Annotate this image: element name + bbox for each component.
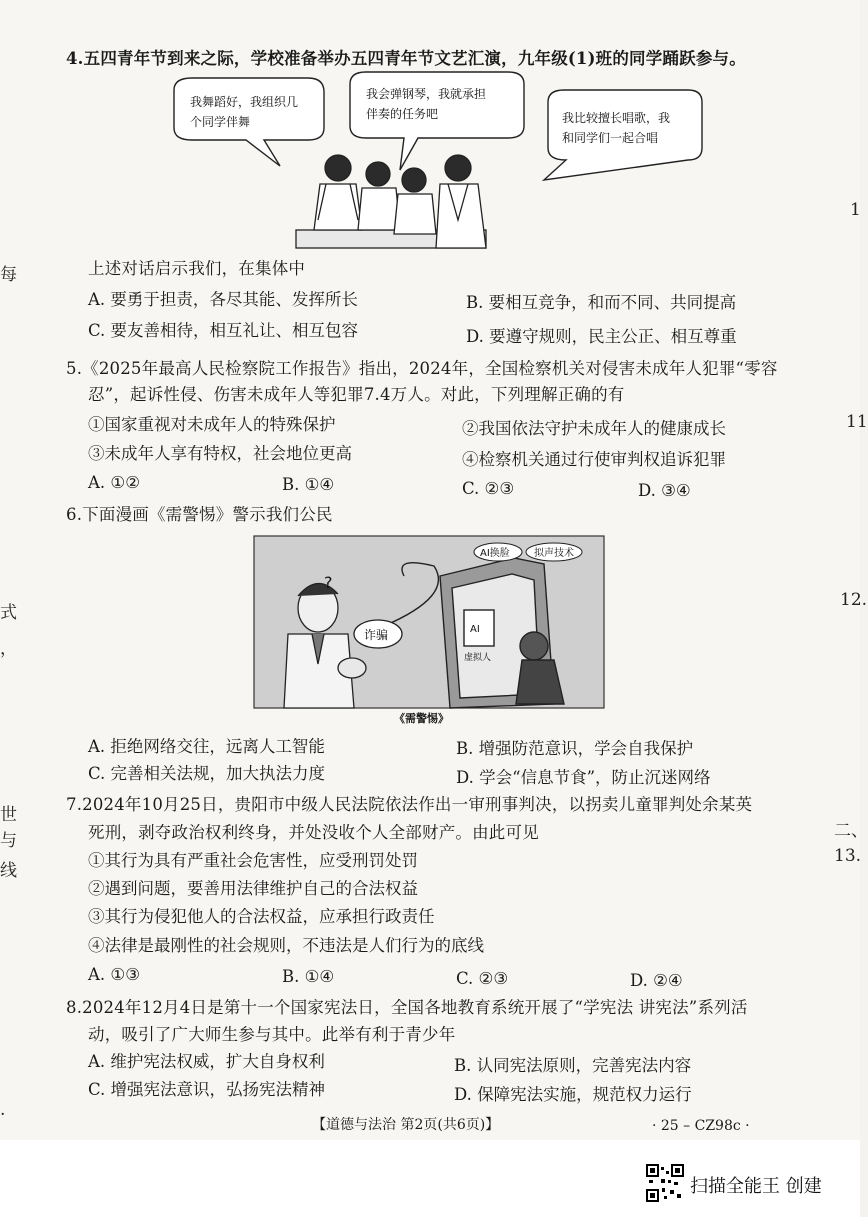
q7-stem-line1: 7.2024年10月25日，贵阳市中级人民法院依法作出一审刑事判决，以拐卖儿童罪判处余某英 bbox=[66, 795, 753, 814]
q8-option-c: C. 增强宪法意识，弘扬宪法精神 bbox=[88, 1080, 326, 1099]
q4-prompt: 上述对话启示我们，在集体中 bbox=[88, 259, 306, 278]
q7-statement-1: ①其行为具有严重社会危害性，应受刑罚处罚 bbox=[88, 851, 418, 870]
q5-statement-2: ②我国依法守护未成年人的健康成长 bbox=[462, 419, 726, 438]
q5-option-d: D. ③④ bbox=[638, 481, 691, 500]
left-margin-char-5: 与 bbox=[0, 831, 17, 851]
left-margin-char-7: . bbox=[0, 1100, 6, 1120]
left-margin-char-4: 世 bbox=[0, 805, 17, 825]
q6-option-b: B. 增强防范意识，学会自我保护 bbox=[456, 739, 694, 758]
q7-option-d: D. ②④ bbox=[630, 971, 683, 990]
q7-statement-2: ②遇到问题，要善用法律维护自己的合法权益 bbox=[88, 879, 418, 898]
right-margin-mark-1: 1 bbox=[850, 200, 861, 220]
left-margin-char-2: 式 bbox=[0, 603, 17, 623]
q5-option-a: A. ①② bbox=[88, 473, 140, 492]
label-voice-clone: 拟声技术 bbox=[534, 548, 574, 559]
label-virtual-person: 虚拟人 bbox=[464, 653, 492, 663]
q8-stem-line1: 8.2024年12月4日是第十一个国家宪法日，全国各地教育系统开展了“学宪法 讲宪法”系列活 bbox=[66, 998, 748, 1017]
speech-bubble-middle bbox=[350, 72, 524, 170]
q4-option-d: D. 要遵守规则，民主公正、相互尊重 bbox=[466, 327, 737, 346]
bubble-middle-line2: 伴奏的任务吧 bbox=[366, 107, 439, 121]
q4-stem: 4.五四青年节到来之际，学校准备举办五四青年节文艺汇演，九年级(1)班的同学踊跃参与。 bbox=[66, 49, 746, 68]
q8-option-b: B. 认同宪法原则，完善宪法内容 bbox=[454, 1056, 692, 1075]
q8-stem-line2: 动，吸引了广大师生参与其中。此举有利于青少年 bbox=[88, 1025, 456, 1044]
speech-bubble-left bbox=[174, 78, 324, 166]
bubble-left-line1: 我舞蹈好，我组织几 bbox=[190, 95, 299, 109]
students-drawing bbox=[296, 155, 486, 248]
right-margin-mark-5: 13. bbox=[834, 846, 862, 866]
q6-cartoon bbox=[254, 536, 604, 726]
left-margin-char-1: 每 bbox=[0, 265, 17, 285]
svg-text:?: ? bbox=[324, 573, 333, 592]
bubble-middle-line1: 我会弹钢琴，我就承担 bbox=[366, 87, 487, 101]
q7-option-b: B. ①④ bbox=[282, 967, 335, 986]
q7-option-a: A. ①③ bbox=[88, 965, 140, 984]
right-margin-mark-2: 11 bbox=[846, 412, 868, 432]
left-margin-char-6: 线 bbox=[0, 861, 17, 881]
q5-statement-3: ③未成年人享有特权，社会地位更高 bbox=[88, 444, 352, 463]
q7-stem-line2: 死刑，剥夺政治权利终身，并处没收个人全部财产。由此可见 bbox=[88, 823, 539, 842]
q4-illustration bbox=[168, 70, 708, 250]
q6-option-c: C. 完善相关法规，加大执法力度 bbox=[88, 764, 326, 783]
q5-statement-1: ①国家重视对未成年人的特殊保护 bbox=[88, 415, 336, 434]
q4-option-c: C. 要友善相待，相互礼让、相互包容 bbox=[88, 321, 359, 340]
q4-option-a: A. 要勇于担责，各尽其能、发挥所长 bbox=[88, 290, 358, 309]
q5-stem-line2: 忍”，起诉性侵、伤害未成年人等犯罪7.4万人。对此，下列理解正确的有 bbox=[88, 385, 625, 404]
q7-option-c: C. ②③ bbox=[456, 969, 509, 988]
q5-statement-4: ④检察机关通过行使审判权追诉犯罪 bbox=[462, 450, 726, 469]
label-ai-face-swap: AI换脸 bbox=[480, 548, 510, 559]
scanner-label: 扫描全能王 创建 bbox=[690, 1176, 822, 1197]
q7-statement-3: ③其行为侵犯他人的合法权益，应承担行政责任 bbox=[88, 907, 435, 926]
label-ai: AI bbox=[470, 624, 480, 635]
bubble-right-line2: 和同学们一起合唱 bbox=[562, 131, 659, 145]
cartoon-caption: 《需警惕》 bbox=[394, 712, 449, 725]
page-footer: 【道德与法治 第2页(共6页)】 bbox=[312, 1117, 500, 1133]
speech-bubble-right bbox=[544, 90, 702, 180]
cartoon-screen bbox=[440, 558, 564, 708]
page-code: · 25 – CZ98c · bbox=[652, 1118, 750, 1134]
q7-statement-4: ④法律是最刚性的社会规则，不违法是人们行为的底线 bbox=[88, 936, 484, 955]
label-fraud: 诈骗 bbox=[364, 628, 389, 642]
q6-stem: 6.下面漫画《需警惕》警示我们公民 bbox=[66, 505, 333, 524]
right-margin-mark-4: 二、 bbox=[834, 821, 868, 841]
q8-option-a: A. 维护宪法权威，扩大自身权利 bbox=[88, 1052, 325, 1071]
q5-option-b: B. ①④ bbox=[282, 475, 335, 494]
bubble-left-line2: 个同学伴舞 bbox=[190, 115, 251, 129]
right-margin-mark-3: 12. bbox=[840, 590, 868, 610]
q5-option-c: C. ②③ bbox=[462, 479, 515, 498]
left-margin-char-3: ， bbox=[0, 639, 17, 659]
q6-option-a: A. 拒绝网络交往，远离人工智能 bbox=[88, 737, 325, 756]
bubble-right-line1: 我比较擅长唱歌，我 bbox=[562, 111, 671, 125]
qr-code-icon bbox=[646, 1164, 684, 1202]
q8-option-d: D. 保障宪法实施，规范权力运行 bbox=[454, 1085, 692, 1104]
q5-stem-line1: 5.《2025年最高人民检察院工作报告》指出，2024年，全国检察机关对侵害未成年人犯罪“零容 bbox=[66, 359, 778, 378]
q6-option-d: D. 学会“信息节食”，防止沉迷网络 bbox=[456, 768, 711, 787]
q4-option-b: B. 要相互竞争，和而不同、共同提高 bbox=[466, 293, 737, 312]
